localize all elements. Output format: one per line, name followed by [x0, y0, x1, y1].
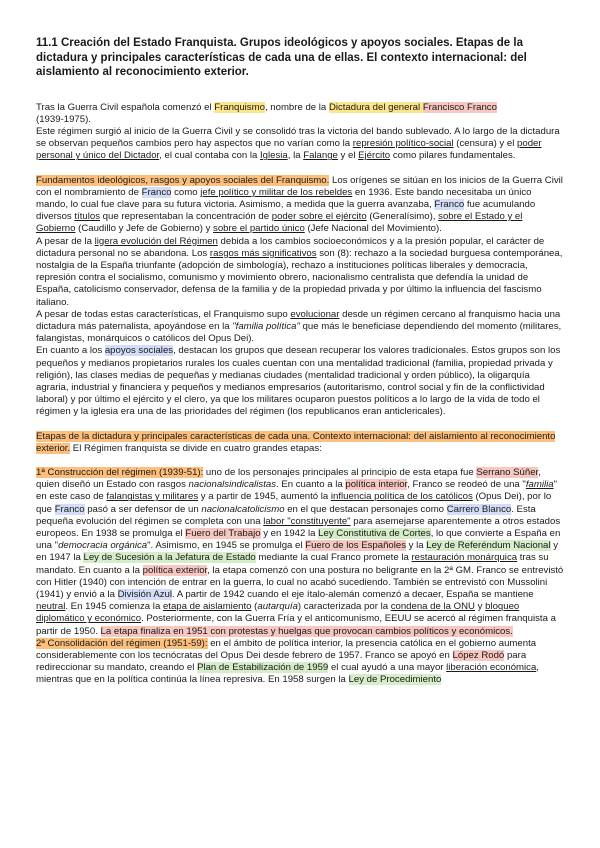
text: . En cuanto a la [276, 479, 346, 491]
text: para redireccionar su mandato, creando el [36, 650, 527, 674]
text: y la [406, 540, 427, 552]
text: , quien diseñó un Estado con rasgos [36, 466, 541, 491]
fundamentos-paragraph [36, 175, 564, 419]
highlight-politica-interior: política interior [345, 479, 408, 491]
underline-represion: represión político-social [352, 138, 454, 150]
text: En cuanto a los [36, 345, 105, 357]
spacer [36, 419, 564, 431]
text: (1939-1975). [36, 113, 91, 125]
highlight-serrano: Serrano Súñer [476, 466, 539, 478]
text: y a partir de 1945, aumentó la [198, 491, 331, 503]
highlight-ley-cortes: Ley Constitutiva de Cortes [318, 528, 431, 539]
text: , lo que convierte a España en una " [36, 528, 561, 552]
highlight-lopez-rodo: López Rodó [452, 650, 505, 662]
etapa-2-label: 2ª Consolidación del régimen (1951-59): [36, 637, 208, 649]
underline-ejercito: Ejército [358, 150, 391, 162]
text: El Régimen franquista se divide en cuatro grandes etapas: [70, 442, 322, 454]
italic-nacionalcatolicismo: nacionalcatolicismo [201, 503, 285, 515]
text: uno de los personajes principales al principio de esta etapa fue [203, 466, 477, 478]
underline-bloqueo: bloqueo diplomático y económico [36, 601, 520, 625]
underline-liberacion: liberación económica [446, 662, 537, 674]
highlight-division-azul: División Azul [117, 589, 172, 601]
spacer [36, 455, 564, 467]
spacer [36, 163, 564, 175]
underline-rasgos: rasgos más significativos [209, 247, 317, 259]
highlight-plan-estabilizacion: Plan de Estabilización de 1959 [197, 662, 329, 674]
highlight-fuero-trabajo: Fuero del Trabajo [185, 528, 261, 539]
underline-evolucionar: evolucionar [290, 308, 340, 320]
text: , el cual contaba con la [159, 150, 261, 162]
document-title: 11.1 Creación del Estado Franquista. Grupos ideológicos y apoyos sociales. Etapas de la dictadura y principales características de cada una de ellas. El contexto internacional: del aislamiento al reconocimiento exterior. [36, 37, 527, 78]
highlight-ley-referendum: Ley de Referéndum Nacional [426, 540, 551, 552]
highlight-francisco-franco: Francisco Franco [422, 101, 497, 113]
underline-estado: sobre el Estado y el Gobierno [36, 211, 523, 235]
underline-neutral: neutral [36, 601, 66, 613]
text: en el que destacan personajes como [284, 503, 447, 515]
text: son (8): rechazo a la sociedad burguesa contemporánea, nostalgia de la España triunfante (adopción de simbología), rechazo a instituciones políticas liberales y democracia, represión contra el socialismo, comunismo y movimiento obrero, nacionalismo centralista que defendía la unidad de España, catolicismo conservador, defensa de la familia y de la propiedad privada y por último la influencia del fascismo italiano. [36, 247, 563, 308]
underline-aislamiento: etapa de aislamiento [162, 601, 252, 613]
text: , la [287, 150, 304, 162]
highlight-ley-sucesion: Ley de Sucesión a la Jefatura de Estado [83, 552, 256, 564]
text: Tras la Guerra Civil española comenzó el [36, 101, 215, 113]
text: . Esta pequeña evolución del régimen se completa con una [36, 503, 536, 527]
highlight-apoyos-sociales: apoyos sociales [104, 345, 174, 357]
etapas-heading-paragraph [36, 431, 564, 455]
highlight-politica-exterior: política exterior [142, 564, 208, 576]
underline-falange: Falange [303, 150, 338, 162]
italic-democracia-organica: democracia orgánica [58, 540, 148, 552]
italic-autarquia: autarquía [257, 601, 298, 613]
text: que más le beneficiase dependiendo del momento (militares, falangistas, monárquicos o católicos del Opus Dei). [36, 320, 562, 345]
text: Este régimen surgió al inicio de la Guerra Civil y se consolidó tras la victoria del bando sublevado. A lo largo de la dictadura se observan pequeños cambios pero hay aspectos que no varían como la [36, 125, 560, 150]
text: y [474, 601, 486, 613]
italic-nacionalsindicalistas: nacionalsindicalistas [188, 479, 277, 491]
text: (Generalísimo), [366, 211, 439, 223]
etapa-1-label: 1ª Construcción del régimen (1939-51): [36, 466, 204, 478]
text: (Caudillo y Jefe de Gobierno) y [75, 223, 214, 235]
highlight-franco: Franco [54, 503, 85, 515]
text: (censura) y el [453, 138, 518, 150]
text: para asemejarse aparentemente a otros estados europeos. En 1938 se promulga el [36, 515, 561, 539]
etapa-2-paragraph [36, 638, 564, 687]
underline-restauracion: restauración monárquica [411, 552, 518, 564]
underline-poder-ejercito: poder sobre el ejército [271, 211, 367, 223]
highlight-franquismo: Franquismo [214, 101, 265, 113]
text: tras su mandato. En cuanto a la [36, 552, 549, 576]
underline-falangistas: falangistas y militares [106, 491, 199, 503]
underline-partido: sobre el partido único [213, 223, 305, 235]
text: (Opus Dei), por lo que [36, 491, 552, 515]
text: en el ámbito de política interior, la presencia católica en el gobierno aumenta considerablemente con los tecnócratas del Opus Dei desde febrero de 1957. Franco se apoyó en [36, 637, 537, 662]
highlight-franco: Franco [434, 198, 465, 210]
text: A pesar de la [36, 235, 95, 247]
text: desde un régimen cercano al franquismo hacia una dictadura más paternalista, apoyándose en la [36, 308, 561, 332]
text: . Posteriormente, con la Guerra Fría y el anticomunismo, EEUU se acercó al régimen franquista a partir de 1950. [36, 613, 556, 637]
text: . A partir de 1942 cuando el eje ítalo-alemán comenzó a decaer, España se mantiene [171, 589, 534, 601]
text: ) caracterizada por la [297, 601, 391, 613]
underline-labor: labor "constituyente" [263, 515, 351, 527]
text: , Franco se reodeó de una " [407, 479, 526, 491]
text: que representaban la concentración de [100, 211, 272, 223]
text: y en 1947 la [36, 540, 558, 564]
text: el cual ayudó a una mayor [328, 662, 447, 674]
text: , destacan los grupos que desean recuperar los valores tradicionales. Estos grupos son los pequeños y medianos propietarios rurales los cuales cuentan con una mentalidad tradicional (familia, propiedad privada y religión), las clases medias de pequeñas y medianas ciudades (mentalidad tradicional y orden público), la oligarquía agraria, industrial y financiera y pequeños y medianos empresarios (autoritarismo, control social y fin de la conflictividad laboral) y por último el ejército y el clero, ya que los militares ocuparon puestos políticos a lo largo de la vida de todo el régimen y la iglesia era una de las prioridades del régimen (los republicanos eran anticlericales). [36, 345, 561, 418]
text: " en este caso de [36, 479, 557, 503]
underline-iglesia: Iglesia [260, 150, 288, 162]
text: debida a los cambios socioeconómicos y a la presión popular, el carácter de dictadura personal no se abandona. Los [36, 235, 545, 259]
text: , mientras que en la política continúa la línea represiva. En 1958 surgen la [36, 662, 539, 686]
highlight-dictadura: Dictadura del general [328, 101, 423, 113]
intro-paragraph [36, 102, 564, 163]
underline-influencia: influencia política de los católicos [330, 491, 473, 503]
underline-poder: poder personal y único del Dictador [36, 138, 542, 162]
text: Los orígenes se sitúan en los inicios de la Guerra Civil con el nombramiento de [36, 174, 563, 198]
text: mediante la cual Franco promete la [255, 552, 412, 564]
etapa-1-paragraph [36, 467, 564, 638]
text: fue acumulando diversos [36, 198, 536, 223]
section-heading-fundamentos: Fundamentos ideológicos, rasgos y apoyos sociales del Franquismo. [36, 174, 330, 186]
text: como [171, 186, 201, 198]
text: en 1936. Este bando necesitaba un único mando, lo cual fue clave para su futura victoria. Asimismo, a medida que la guerra avanzaba, [36, 186, 532, 210]
highlight-finaliza: La etapa finaliza en 1951 con protestas y huelgas que provocan cambios políticos y económicos. [100, 625, 513, 637]
underline-titulos: títulos [74, 211, 100, 223]
section-heading-etapas: Etapas de la dictadura y principales características de cada una. Contexto internacional: del aislamiento al reconocimiento exterior. [36, 430, 556, 454]
text: ( [251, 601, 258, 613]
highlight-fuero-espanoles: Fuero de los Españoles [305, 540, 406, 552]
italic-familia-politica: "familia política" [232, 320, 300, 332]
text: ". Asimismo, en 1945 se promulga el [147, 540, 306, 552]
italic-familia: familia [525, 479, 554, 491]
text: , la etapa comenzó con una postura no beligrante en la 2ª GM. Franco se entrevistó con Hitler (1940) con intención de entrar en la guerra, lo cual no acabó sucediendo. También se entrevistó con Mussolini (1941) y envió a la [36, 564, 564, 601]
highlight-ley-procedimiento: Ley de Procedimiento [348, 674, 442, 686]
text: , nombre de la [264, 101, 329, 113]
text: pasó a ser defensor de un [84, 503, 202, 515]
text: y el [337, 150, 359, 162]
highlight-franco: Franco [141, 186, 172, 198]
underline-jefe: jefe político y militar de los rebeldes [200, 186, 353, 198]
text: y en 1942 la [260, 528, 319, 539]
text: . En 1945 comienza la [65, 601, 163, 613]
underline-ligera-evolucion: ligera evolución del Régimen [94, 235, 218, 247]
document-page [36, 36, 564, 687]
text: (Jefe Nacional del Movimiento). [304, 223, 442, 235]
text: como pilares fundamentales. [390, 150, 516, 162]
text: A pesar de todas estas características, el Franquismo supo [36, 308, 291, 320]
highlight-carrero: Carrero Blanco [446, 503, 512, 515]
underline-condena: condena de la ONU [390, 601, 475, 613]
